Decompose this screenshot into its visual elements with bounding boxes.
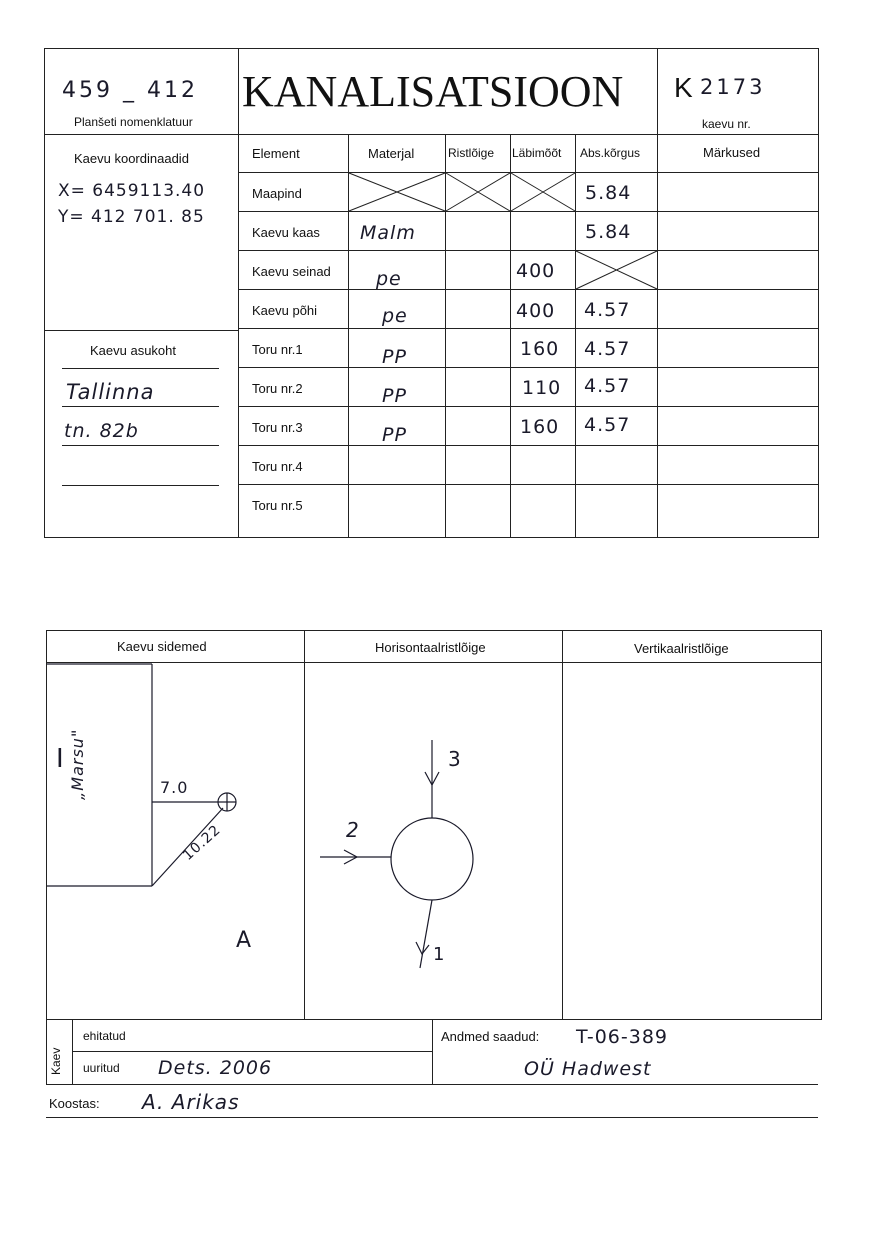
- row-labimoot: 400: [516, 300, 556, 322]
- coordinate-x: X= 6459113.40: [58, 181, 206, 201]
- row-labimoot: 160: [520, 338, 560, 360]
- kaev-label: Kaev: [49, 1047, 63, 1075]
- pipe-1-label: 1: [433, 944, 446, 965]
- row-kõrgus: 4.57: [584, 414, 631, 436]
- header-labimoot: Läbimõõt: [512, 146, 562, 160]
- sidemed-label: Kaevu sidemed: [117, 639, 207, 654]
- location-label: Kaevu asukoht: [90, 343, 177, 358]
- horisontaal-label: Horisontaalristlõige: [375, 640, 486, 655]
- row-kõrgus: 4.57: [584, 338, 631, 360]
- pipe-3-label: 3: [448, 747, 462, 771]
- andmed-value-2: OÜ Hadwest: [524, 1058, 652, 1080]
- row-element: Toru nr.5: [252, 498, 303, 513]
- location-line2: tn. 82b: [64, 420, 139, 442]
- building-name: „Marsu": [68, 728, 87, 800]
- pipe-2-label: 2: [346, 818, 360, 842]
- row-element: Maapind: [252, 186, 302, 201]
- row-kõrgus: 4.57: [584, 299, 631, 321]
- header-materjal: Materjal: [368, 146, 415, 161]
- building-roman: I: [56, 744, 65, 774]
- row-materjal: pe: [376, 268, 402, 290]
- sheet-number: 459 _ 412: [62, 78, 198, 103]
- header-abs-korgus: Abs.kõrgus: [580, 146, 641, 160]
- row-labimoot: 110: [522, 377, 562, 399]
- sheet-label: Planšeti nomenklatuur: [74, 115, 193, 129]
- row-element: Toru nr.3: [252, 420, 303, 435]
- well-label: kaevu nr.: [702, 117, 751, 131]
- vertikaal-label: Vertikaalristlõige: [634, 641, 729, 656]
- distance-1: 7.0: [160, 778, 189, 797]
- row-materjal: pe: [382, 305, 408, 327]
- row-labimoot: 160: [520, 416, 560, 438]
- point-label: A: [236, 928, 253, 953]
- row-kõrgus: 5.84: [585, 221, 632, 243]
- row-materjal: PP: [382, 346, 407, 368]
- coordinates-label: Kaevu koordinaadid: [74, 151, 189, 166]
- row-element: Toru nr.2: [252, 381, 303, 396]
- header-element: Element: [252, 146, 300, 161]
- ehitatud-label: ehitatud: [83, 1029, 126, 1043]
- well-number: 2173: [700, 75, 766, 99]
- row-element: Kaevu seinad: [252, 264, 331, 279]
- row-element: Toru nr.1: [252, 342, 303, 357]
- row-element: Kaevu kaas: [252, 225, 320, 240]
- row-kõrgus: 5.84: [585, 182, 632, 204]
- uuritud-value: Dets. 2006: [158, 1057, 273, 1079]
- coordinate-y: Y= 412 701. 85: [58, 207, 205, 227]
- header-ristloige: Ristlõige: [448, 146, 495, 160]
- distance-2: 10.22: [180, 821, 225, 864]
- andmed-value-1: T-06-389: [576, 1026, 669, 1048]
- header-markused: Märkused: [703, 145, 761, 160]
- well-prefix: K: [674, 72, 693, 103]
- page-title: KANALISATSIOON: [242, 67, 624, 116]
- andmed-label: Andmed saadud:: [441, 1029, 540, 1044]
- row-kõrgus: 4.57: [584, 375, 631, 397]
- row-materjal: Malm: [360, 222, 416, 244]
- row-materjal: PP: [382, 424, 407, 446]
- koostas-value: A. Arikas: [142, 1090, 240, 1114]
- row-materjal: PP: [382, 385, 407, 407]
- row-element: Kaevu põhi: [252, 303, 318, 318]
- location-line1: Tallinna: [66, 380, 155, 404]
- uuritud-label: uuritud: [83, 1061, 120, 1075]
- koostas-label: Koostas:: [49, 1096, 100, 1111]
- row-element: Toru nr.4: [252, 459, 303, 474]
- row-labimoot: 400: [516, 260, 556, 282]
